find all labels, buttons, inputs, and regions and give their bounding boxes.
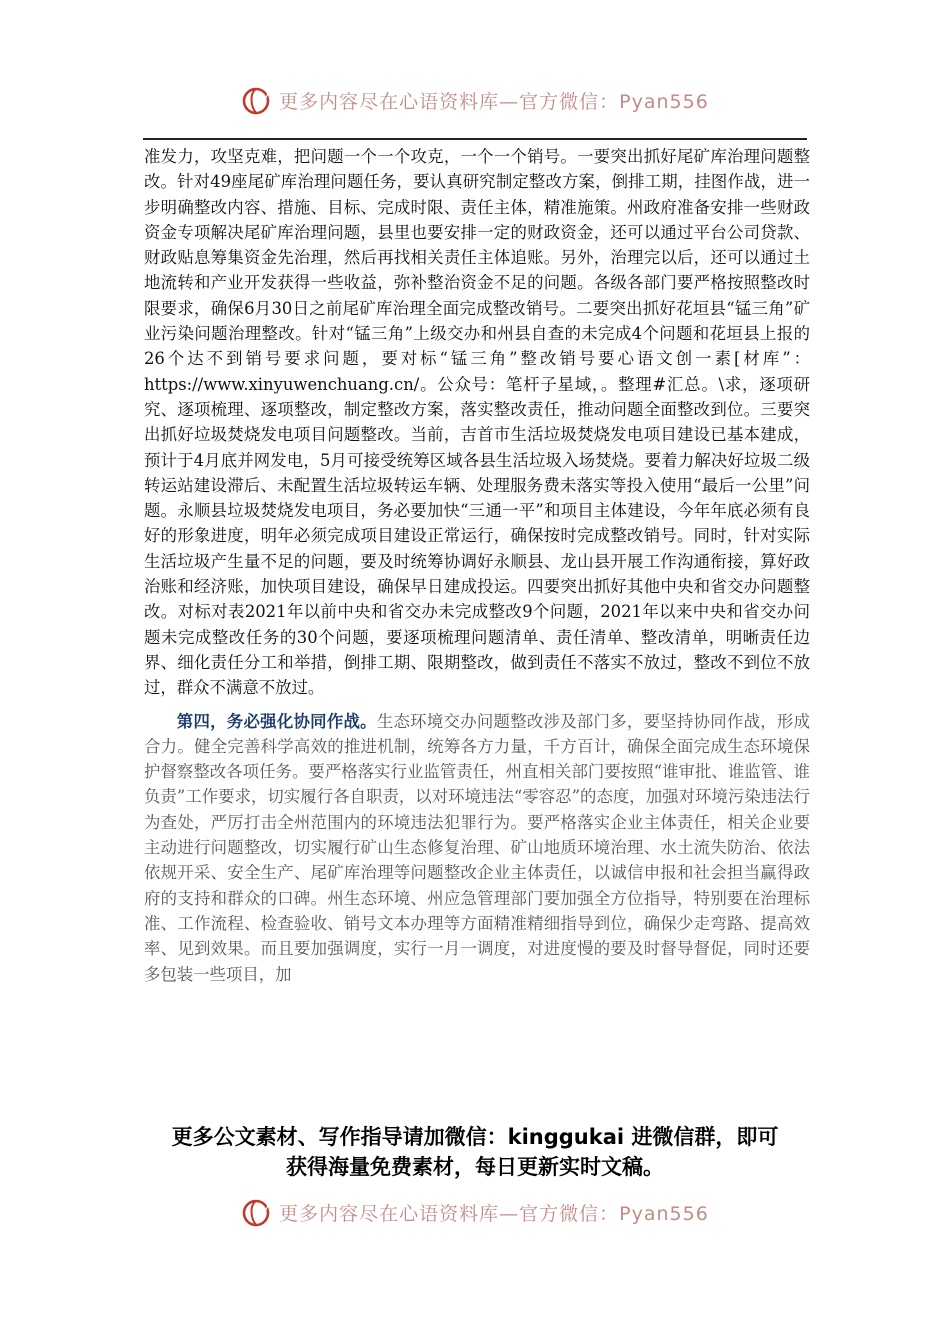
promo-line-2: 获得海量免费素材，每日更新实时文稿。: [286, 1155, 664, 1179]
quill-logo-icon: [241, 83, 275, 117]
header-rule: [143, 138, 807, 140]
watermark-wechat-id: Pyan556: [619, 1202, 709, 1225]
promo-line-1: 更多公文素材、写作指导请加微信：kinggukai 进微信群，即可: [171, 1125, 779, 1149]
watermark-text: 更多内容尽在心语资料库—官方微信：Pyan556: [279, 1202, 709, 1225]
document-body: [144, 144, 810, 987]
paragraph-2: [144, 709, 810, 987]
watermark-text: 更多内容尽在心语资料库—官方微信：Pyan556: [279, 90, 709, 113]
paragraph-1: 准发力，攻坚克难，把问题一个一个攻克，一个一个销号。一要突出抓好尾矿库治理问题整改。针对49座尾矿库治理问题任务，要认真研究制定整改方案，倒排工期，挂图作战，进一步明确整改内容、措施、目标、完成时限、责任主体，精准施策。州政府准备安排一些财政资金专项解决尾矿库治理问题，县里也要安排一定的财政资金，还可以通过平台公司贷款、财政贴息筹集资金先治理，然后再找相关责任主体追账。另外，治理完以后，还可以通过土地流转和产业开发获得一些收益，弥补整治资金不足的问题。各级各部门要严格按照整改时限要求，确保6月30日之前尾矿库治理全面完成整改销号。二要突出抓好花垣县“锰三角”矿业污染问题治理整改。针对“锰三角”上级交办和州县自查的未完成4个问题和花垣县上报的26个达不到销号要求问题，要对标“锰三角”整改销号要心语文创一素[材库”：https://www.xinyuwenchuang.cn/。公众号：笔杆子星域，。整理#汇总。\求，逐项研究、逐项梳理、逐项整改，制定整改方案，落实整改责任，推动问题全面整改到位。三要突出抓好垃圾焚烧发电项目问题整改。当前，吉首市生活垃圾焚烧发电项目建设已基本建成，预计于4月底并网发电，5月可接受统筹区域各县生活垃圾入场焚烧。要着力解决好垃圾二级转运站建设滞后、未配置生活垃圾转运车辆、处理服务费未落实等投入使用“最后一公里”问题。永顺县垃圾焚烧发电项目，务必要加快“三通一平”和项目主体建设，今年年底必须有良好的形象进度，明年必须完成项目建设正常运行，确保按时完成整改销号。同时，针对实际生活垃圾产生量不足的问题，要及时统筹协调好永顺县、龙山县开展工作沟通衔接，算好政治账和经济账，加快项目建设，确保早日建成投运。四要突出抓好其他中央和省交办问题整改。对标对表2021年以前中央和省交办未完成整改9个问题，2021年以来中央和省交办问题未完成整改任务的30个问题，要逐项梳理问题清单、责任清单、整改清单，明晰责任边界、细化责任分工和举措，倒排工期、限期整改，做到责任不落实不放过，整改不到位不放过，群众不满意不放过。: [144, 147, 810, 698]
quill-logo-icon: [241, 1195, 275, 1229]
promo-notice: [0, 1122, 950, 1182]
paragraph-2-heading: 第四，务必强化协同作战。: [176, 711, 377, 731]
paragraph-2-text: 生态环境交办问题整改涉及部门多，要坚持协同作战，形成合力。健全完善科学高效的推进机制，统筹各方力量，千方百计，确保全面完成生态环境保护督察整改各项任务。要严格落实行业监管责任，州直相关部门要按照“谁审批、谁监管、谁负责”工作要求，切实履行各自职责，以对环境违法“零容忍”的态度，加强对环境污染违法行为查处，严厉打击全州范围内的环境违法犯罪行为。要严格落实企业主体责任，相关企业要主动进行问题整改，切实履行矿山生态修复治理、矿山地质环境治理、水土流失防治、依法依规开采、安全生产、尾矿库治理等问题整改企业主体责任，以诚信申报和社会担当赢得政府的支持和群众的口碑。州生态环境、州应急管理部门要加强全方位指导，特别要在治理标准、工作流程、检查验收、销号文本办理等方面精准精细指导到位，确保少走弯路、提高效率、见到效果。而且要加强调度，实行一月一调度，对进度慢的要及时督导督促，同时还要多包装一些项目，加: [144, 711, 810, 984]
footer-watermark: [0, 1192, 950, 1232]
watermark-wechat-id: Pyan556: [619, 90, 709, 113]
header-watermark: [0, 80, 950, 120]
